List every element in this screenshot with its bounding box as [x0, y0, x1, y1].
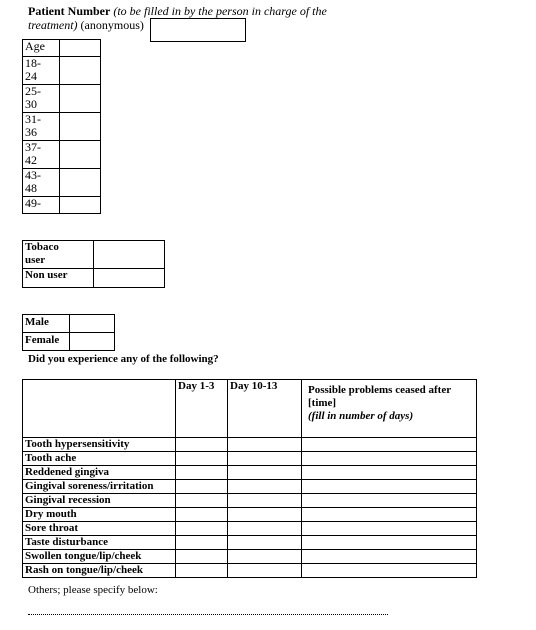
day-10-13-cell[interactable]: [228, 508, 302, 522]
ceased-after-cell[interactable]: [302, 494, 477, 508]
day-10-13-cell[interactable]: [228, 550, 302, 564]
ceased-after-cell[interactable]: [302, 564, 477, 578]
age-range-31-36: 31- 36: [23, 113, 60, 141]
ceased-after-cell[interactable]: [302, 480, 477, 494]
ceased-after-cell[interactable]: [302, 536, 477, 550]
day-10-13-cell[interactable]: [228, 522, 302, 536]
age-checkbox-43-48[interactable]: [60, 169, 101, 197]
problem-label: Gingival recession: [23, 494, 176, 508]
patient-number-note: (to be filled in by the person in charge of the treatment): [28, 4, 327, 32]
problem-label: Taste disturbance: [23, 536, 176, 550]
age-checkbox-25-30[interactable]: [60, 85, 101, 113]
problem-label: Dry mouth: [23, 508, 176, 522]
age-header: Age: [23, 40, 60, 57]
tobacco-table: [22, 240, 165, 288]
male-label: Male: [23, 315, 70, 333]
age-checkbox-18-24[interactable]: [60, 57, 101, 85]
gender-table: [22, 314, 115, 351]
ceased-after-cell[interactable]: [302, 452, 477, 466]
day-1-3-cell[interactable]: [176, 508, 228, 522]
others-specify-label: Others; please specify below:: [28, 584, 158, 596]
others-specify-line[interactable]: [28, 608, 388, 615]
age-checkbox-37-42[interactable]: [60, 141, 101, 169]
age-range-18-24: 18- 24: [23, 57, 60, 85]
day-1-3-cell[interactable]: [176, 550, 228, 564]
age-header-box: [60, 40, 101, 57]
problem-label: Gingival soreness/irritation: [23, 480, 176, 494]
day-1-3-cell[interactable]: [176, 438, 228, 452]
problem-label: Tooth hypersensitivity: [23, 438, 176, 452]
day-1-3-cell[interactable]: [176, 494, 228, 508]
day-1-3-cell[interactable]: [176, 536, 228, 550]
ceased-after-cell[interactable]: [302, 550, 477, 564]
age-range-25-30: 25- 30: [23, 85, 60, 113]
problem-label: Tooth ache: [23, 452, 176, 466]
problem-label: Reddened gingiva: [23, 466, 176, 480]
day-1-3-header: Day 1-3: [176, 380, 228, 438]
experience-question: Did you experience any of the following?: [28, 353, 219, 365]
anonymous-label: (anonymous): [80, 18, 144, 32]
age-range-49: 49-: [23, 197, 60, 214]
day-10-13-cell[interactable]: [228, 480, 302, 494]
tobacco-user-label: Tobaco user: [23, 241, 94, 269]
day-1-3-cell[interactable]: [176, 522, 228, 536]
day-1-3-cell[interactable]: [176, 466, 228, 480]
day-10-13-cell[interactable]: [228, 452, 302, 466]
patient-number-label: Patient Number: [28, 4, 111, 18]
ceased-after-cell[interactable]: [302, 508, 477, 522]
male-checkbox[interactable]: [70, 315, 115, 333]
ceased-after-cell[interactable]: [302, 438, 477, 452]
tobacco-user-checkbox[interactable]: [94, 241, 165, 269]
problem-label: Swollen tongue/lip/cheek: [23, 550, 176, 564]
ceased-after-header: [302, 380, 477, 438]
non-user-label: Non user: [23, 269, 94, 288]
day-1-3-cell[interactable]: [176, 564, 228, 578]
day-10-13-cell[interactable]: [228, 466, 302, 480]
ceased-after-cell[interactable]: [302, 522, 477, 536]
day-10-13-cell[interactable]: [228, 494, 302, 508]
problem-label: Rash on tongue/lip/cheek: [23, 564, 176, 578]
day-10-13-cell[interactable]: [228, 536, 302, 550]
non-user-checkbox[interactable]: [94, 269, 165, 288]
problems-header-blank: [23, 380, 176, 438]
day-10-13-cell[interactable]: [228, 564, 302, 578]
female-checkbox[interactable]: [70, 333, 115, 351]
ceased-after-note: (fill in number of days): [308, 410, 414, 422]
day-1-3-cell[interactable]: [176, 480, 228, 494]
age-range-43-48: 43- 48: [23, 169, 60, 197]
female-label: Female: [23, 333, 70, 351]
problem-label: Sore throat: [23, 522, 176, 536]
patient-number-field[interactable]: [150, 18, 246, 42]
age-checkbox-31-36[interactable]: [60, 113, 101, 141]
day-10-13-cell[interactable]: [228, 438, 302, 452]
ceased-after-title: Possible problems ceased after [time]: [308, 384, 451, 409]
day-10-13-header: Day 10-13: [228, 380, 302, 438]
age-range-37-42: 37- 42: [23, 141, 60, 169]
age-checkbox-49[interactable]: [60, 197, 101, 214]
age-table: [22, 39, 101, 214]
ceased-after-cell[interactable]: [302, 466, 477, 480]
problems-table: [22, 379, 477, 578]
day-1-3-cell[interactable]: [176, 452, 228, 466]
